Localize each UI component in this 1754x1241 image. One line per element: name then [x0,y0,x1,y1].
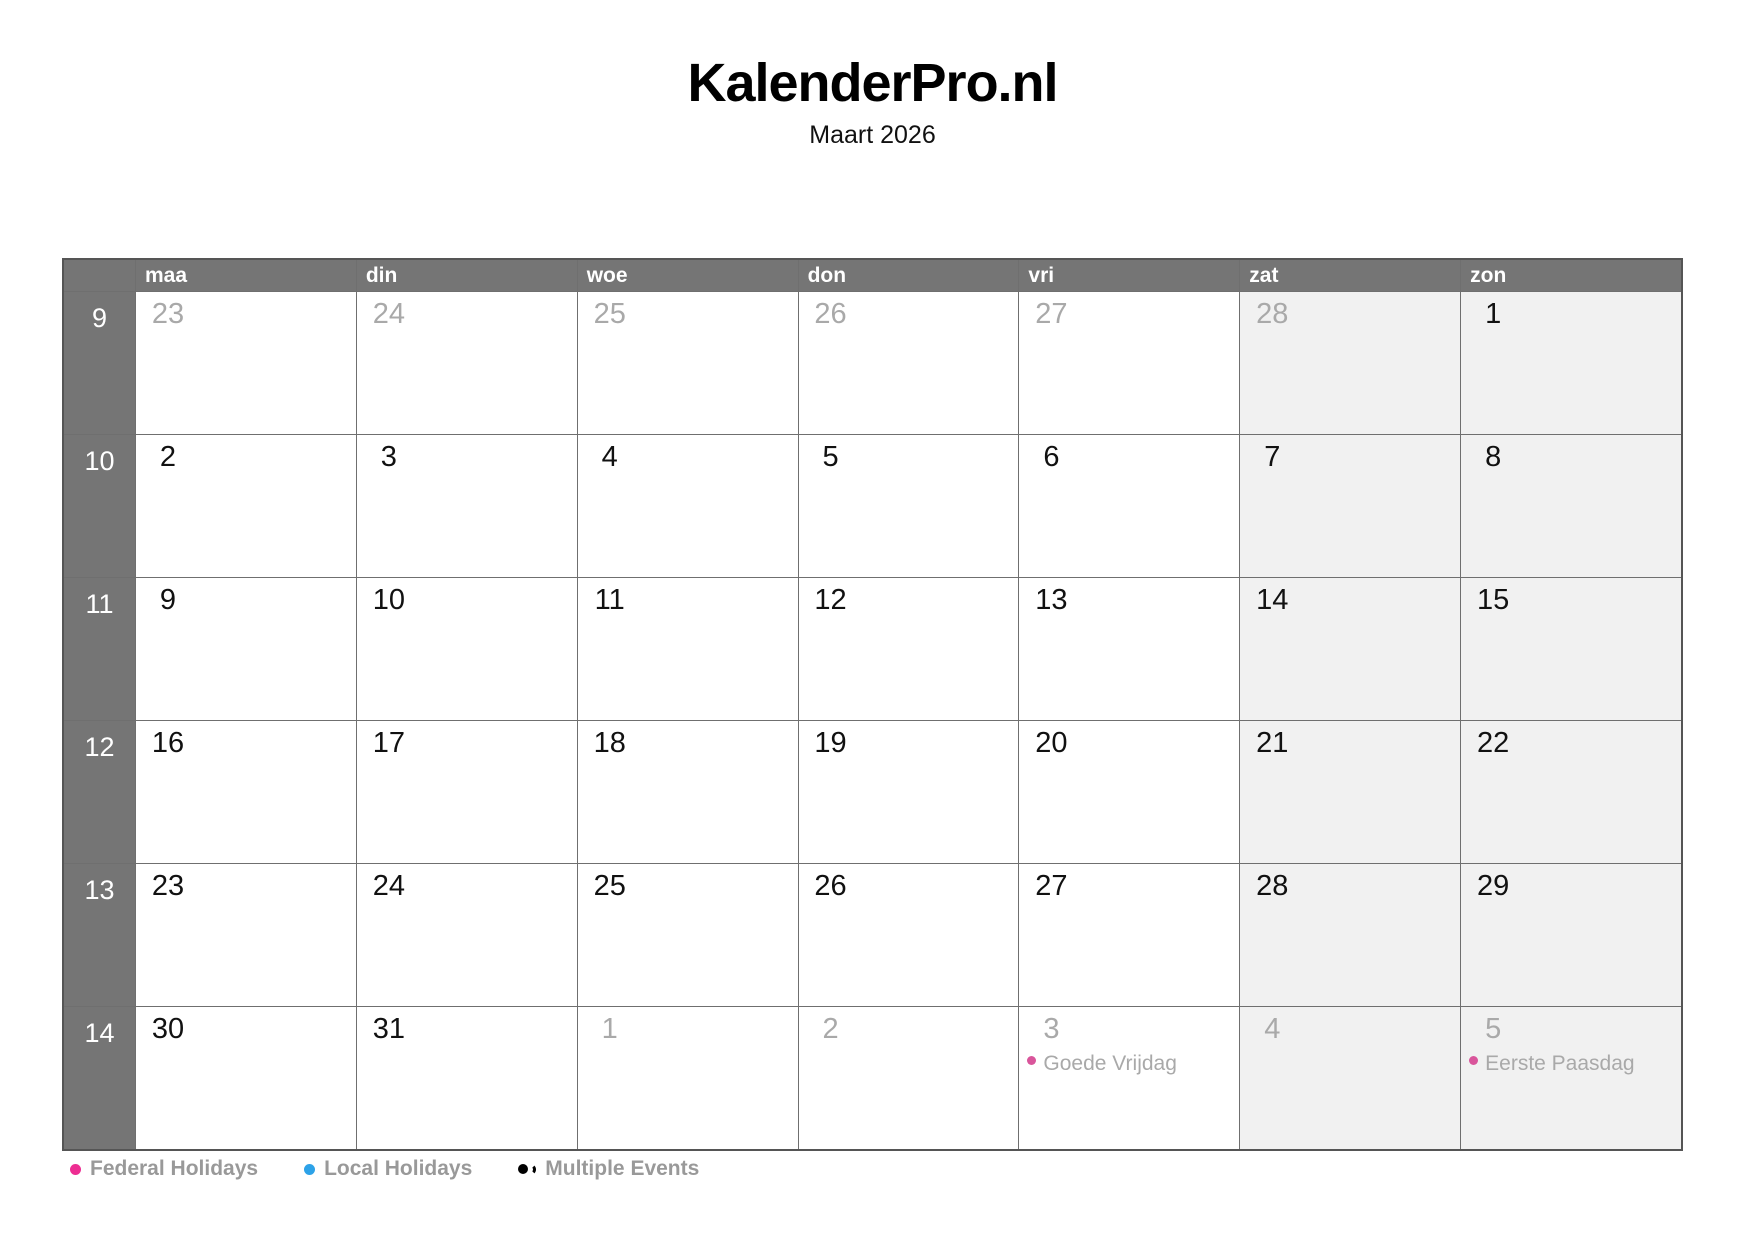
day-cell [798,434,1019,577]
week-number: 12 [64,720,135,863]
day-number: 10 [372,584,405,616]
holiday-label: Eerste Paasdag [1485,1052,1635,1075]
day-number: 5 [822,441,839,473]
day-cell [135,720,356,863]
day-cell [1239,863,1460,1006]
day-cell [1460,577,1681,720]
day-number: 18 [593,727,626,759]
day-cell [1460,863,1681,1006]
day-header-zat: zat [1239,260,1460,291]
day-number: 24 [372,298,405,330]
legend-local-label: Local Holidays [324,1157,473,1180]
legend-local-holidays [304,1157,472,1181]
month-year-subtitle: Maart 2026 [809,121,936,149]
day-cell [1460,291,1681,434]
day-cell [1239,720,1460,863]
holiday-entry [1469,1052,1681,1075]
day-number: 19 [814,727,847,759]
day-number: 8 [1485,441,1502,473]
day-cell [1018,863,1239,1006]
day-cell [1239,291,1460,434]
day-number: 7 [1264,441,1281,473]
day-number: 26 [814,298,847,330]
day-number: 27 [1035,870,1068,902]
day-cell [356,434,577,577]
day-number: 1 [601,1013,618,1045]
day-cell [798,863,1019,1006]
day-cell [135,863,356,1006]
day-number: 2 [159,441,177,473]
day-cell [135,577,356,720]
day-number: 4 [601,441,618,473]
day-number: 20 [1035,727,1068,759]
day-cell [135,291,356,434]
day-cell [577,720,798,863]
day-cell [577,577,798,720]
day-number: 15 [1477,584,1510,616]
day-number: 30 [151,1013,185,1045]
day-number: 27 [1035,298,1068,330]
week-number: 10 [64,434,135,577]
holiday-dot-icon [1027,1056,1036,1065]
day-number: 17 [372,727,405,759]
day-cell [356,577,577,720]
calendar-grid [62,258,1683,1151]
holiday-label: Goede Vrijdag [1043,1052,1177,1075]
day-cell [356,291,577,434]
day-cell [1460,720,1681,863]
holiday-entry [1027,1052,1239,1075]
day-cell [356,863,577,1006]
day-number: 28 [1256,298,1289,330]
day-number: 21 [1256,727,1289,759]
day-header-woe: woe [577,260,798,291]
day-number: 28 [1256,870,1289,902]
day-cell [135,434,356,577]
legend [70,1157,699,1181]
day-number: 26 [814,870,847,902]
day-number: 4 [1264,1013,1281,1045]
day-number: 3 [1043,1013,1060,1045]
day-cell [1460,1006,1681,1149]
day-number: 1 [1485,298,1502,330]
day-header-vri: vri [1018,260,1239,291]
week-number: 14 [64,1006,135,1149]
federal-holiday-dot-icon [70,1164,81,1175]
day-cell [356,720,577,863]
day-cell [356,1006,577,1149]
day-cell [1018,291,1239,434]
day-cell [577,434,798,577]
day-number: 3 [380,441,397,473]
day-cell [1239,577,1460,720]
day-cell [798,577,1019,720]
day-number: 5 [1485,1013,1502,1045]
day-cell [798,1006,1019,1149]
day-number: 24 [372,870,405,902]
day-cell [1460,434,1681,577]
day-number: 29 [1477,870,1510,902]
day-number: 31 [372,1013,405,1045]
day-number: 13 [1035,584,1068,616]
week-number: 13 [64,863,135,1006]
day-header-maa: maa [135,260,356,291]
day-number: 16 [151,727,185,759]
multiple-events-dots-icon [518,1164,536,1175]
holiday-dot-icon [1469,1056,1478,1065]
week-column-header [64,260,135,291]
day-header-din: din [356,260,577,291]
legend-multiple-label: Multiple Events [545,1157,700,1180]
day-number: 14 [1256,584,1289,616]
week-number: 11 [64,577,135,720]
legend-federal-label: Federal Holidays [90,1157,259,1180]
day-number: 23 [151,870,185,902]
local-holiday-dot-icon [304,1164,315,1175]
day-header-zon: zon [1460,260,1681,291]
legend-multiple-events [518,1157,699,1181]
day-cell [1018,434,1239,577]
day-number: 6 [1043,441,1060,473]
day-number: 9 [159,584,177,616]
day-cell [1239,434,1460,577]
day-cell [1239,1006,1460,1149]
day-number: 2 [822,1013,839,1045]
day-number: 23 [151,298,185,330]
day-cell [1018,720,1239,863]
day-cell [577,1006,798,1149]
day-number: 22 [1477,727,1510,759]
site-title: KalenderPro.nl [687,53,1058,113]
day-cell [798,291,1019,434]
day-number: 25 [593,298,626,330]
week-number: 9 [64,291,135,434]
day-number: 25 [593,870,626,902]
day-cell [1018,1006,1239,1149]
day-cell [1018,577,1239,720]
day-cell [798,720,1019,863]
day-header-don: don [798,260,1019,291]
day-cell [577,863,798,1006]
day-number: 11 [594,584,625,616]
day-cell [577,291,798,434]
day-number: 12 [814,584,847,616]
day-cell [135,1006,356,1149]
legend-federal-holidays [70,1157,258,1181]
